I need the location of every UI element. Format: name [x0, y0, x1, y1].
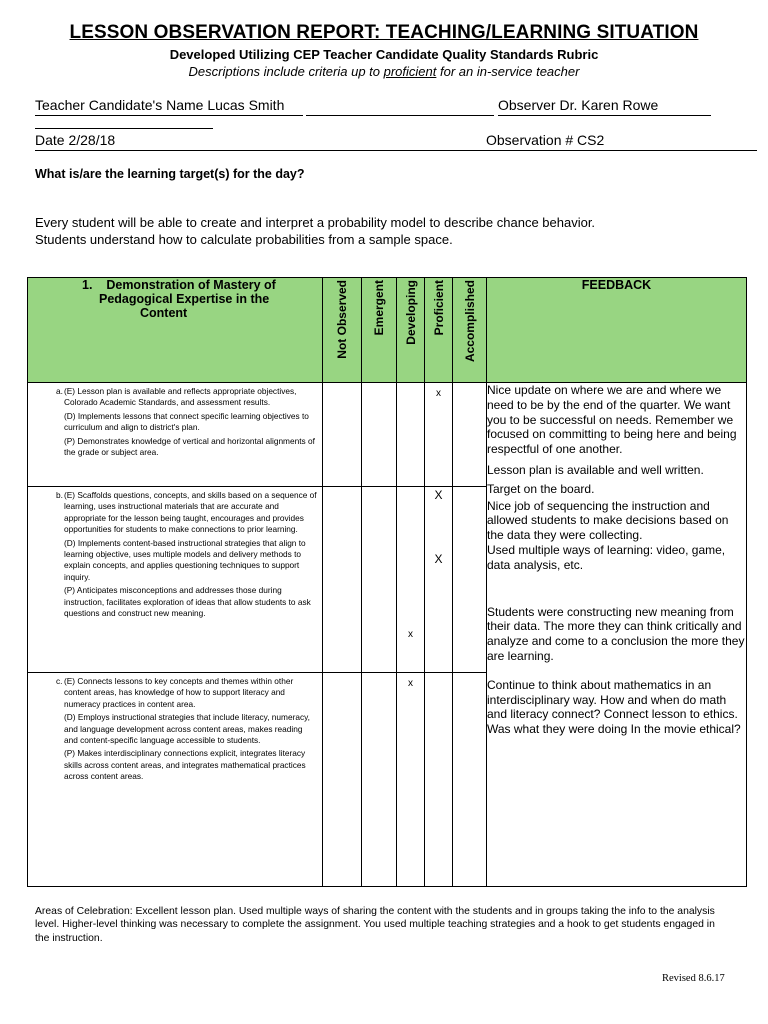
cell-not-observed[interactable] [323, 383, 362, 487]
date-observation-line [35, 150, 757, 151]
cell-accomplished[interactable] [453, 487, 487, 673]
criterion-c [28, 673, 323, 887]
feedback-paragraph: Nice job of sequencing the instruction and allowed students to make decisions based on the data they were collecting. [487, 498, 729, 543]
criterion-label: b. [56, 490, 63, 500]
feedback-paragraph: Lesson plan is available and well written. [487, 462, 704, 477]
feedback-paragraph: Continue to think about mathematics in an interdisciplinary way. How and when do math and literacy connect? Connect lesson to ethics. Was what they were doing In the movie ethical? [487, 677, 741, 737]
level-emergent: Emergent [362, 278, 397, 383]
areas-of-celebration: Areas of Celebration: Excellent lesson plan. Used multiple ways of sharing the content with the students and in groups taking the info to the analysis level. Higher-level thinking was necessary to complete the assignment. You used multiple teaching strategies and a hook to get students engaged in the instruction. [35, 906, 715, 944]
learning-target-line-1: Every student will be able to create and interpret a probability model to describe chance behavior. [35, 215, 596, 230]
standard-heading: 1. Demonstration of Mastery of Pedagogical Expertise in the Content [28, 278, 323, 383]
criterion-item: (E) Lesson plan is available and reflects appropriate objectives, Colorado Academic Standards, and assessment results. [64, 386, 297, 408]
feedback-cell [487, 383, 747, 887]
developing-mark: x [408, 629, 413, 640]
proficient-emphasis: proficient [383, 64, 437, 79]
observer-underline [498, 115, 711, 116]
level-not-observed: Not Observed [323, 278, 362, 383]
candidate-name-field: Teacher Candidate's Name Lucas Smith [35, 97, 285, 113]
cell-emergent[interactable] [362, 487, 397, 673]
candidate-underline [35, 115, 303, 116]
proficient-mark: X [434, 488, 443, 502]
cell-proficient[interactable] [425, 673, 453, 887]
developing-mark: x [408, 678, 413, 689]
criterion-item: (E) Scaffolds questions, concepts, and skills based on a sequence of learning, uses instructional materials that are accurate and appropriate for the lesson being taught, encourages and provides opportunities for students to make connections to prior learning. [64, 490, 317, 535]
criterion-label: c. [56, 676, 63, 686]
cell-accomplished[interactable] [453, 673, 487, 887]
revised-date: Revised 8.6.17 [662, 973, 725, 984]
criterion-row-a [28, 383, 747, 487]
criterion-item: (D) Employs instructional strategies that include literacy, numeracy, and language development across content areas, makes reading and content-specific language accessible to students. [64, 712, 310, 746]
cell-proficient[interactable] [425, 487, 453, 673]
criterion-b [28, 487, 323, 673]
criterion-item: (D) Implements content-based instructional strategies that align to learning objective, uses multiple models and delivery methods to explain concepts, and applies questioning techniques to support inquiry. [64, 537, 306, 582]
rubric-table [27, 277, 747, 887]
candidate-blank-line [306, 115, 494, 116]
cell-proficient[interactable] [425, 383, 453, 487]
cell-developing[interactable] [397, 673, 425, 887]
report-title: LESSON OBSERVATION REPORT: TEACHING/LEARNING SITUATION [69, 22, 699, 43]
feedback-paragraph: Students were constructing new meaning from their data. The more they can think critically and analyze and come to a conclusion the more they are learning. [487, 604, 745, 663]
cell-accomplished[interactable] [453, 383, 487, 487]
feedback-paragraph: Target on the board. [487, 481, 595, 496]
criterion-item: (P) Demonstrates knowledge of vertical and horizontal alignments of the grade or subject area. [64, 435, 315, 458]
level-developing: Developing [397, 278, 425, 383]
feedback-paragraph: Used multiple ways of learning: video, game, data analysis, etc. [487, 542, 726, 572]
feedback-paragraph: Nice update on where we are and where we need to be by the end of the quarter. We want you to be successful on needs. Remember we focused on committing to being here and being respectful of one another. [487, 383, 737, 457]
criterion-item: (D) Implements lessons that connect specific learning objectives to curriculum and align to district's plan. [64, 410, 309, 433]
criterion-a [28, 383, 323, 487]
criterion-item: (P) Anticipates misconceptions and addresses those during instruction, facilitates exploration of ideas that allow students to ask questions and construct new meaning. [64, 585, 311, 619]
criterion-label: a. [56, 386, 63, 396]
learning-target-line-2: Students understand how to calculate probabilities from a sample space. [35, 232, 453, 247]
cell-emergent[interactable] [362, 383, 397, 487]
date-top-line [35, 128, 213, 129]
feedback-heading: FEEDBACK [487, 278, 747, 383]
observer-field: Observer Dr. Karen Rowe [498, 97, 659, 113]
observation-number-field: Observation # CS2 [486, 132, 605, 148]
criterion-item: (E) Connects lessons to key concepts and themes within other content areas, has knowledge of how to support literacy and numeracy practices in content area. [64, 676, 294, 709]
level-proficient: Proficient [425, 278, 453, 383]
report-subtitle: Developed Utilizing CEP Teacher Candidate Quality Standards Rubric [169, 47, 599, 62]
criterion-item: (P) Makes interdisciplinary connections explicit, integrates literacy skills across content areas, and integrates mathematical practices across content areas. [64, 748, 306, 782]
level-accomplished: Accomplished [453, 278, 487, 383]
cell-emergent[interactable] [362, 673, 397, 887]
cell-developing[interactable] [397, 383, 425, 487]
cell-not-observed[interactable] [323, 673, 362, 887]
report-description: Descriptions include criteria up to proficient for an in-service teacher [188, 64, 580, 79]
learning-target-question: What is/are the learning target(s) for the day? [35, 167, 305, 181]
proficient-mark: X [434, 552, 443, 566]
date-field: Date 2/28/18 [35, 132, 116, 148]
cell-not-observed[interactable] [323, 487, 362, 673]
rubric-header-row [28, 278, 747, 383]
cell-developing[interactable] [397, 487, 425, 673]
proficient-mark: x [436, 388, 441, 399]
